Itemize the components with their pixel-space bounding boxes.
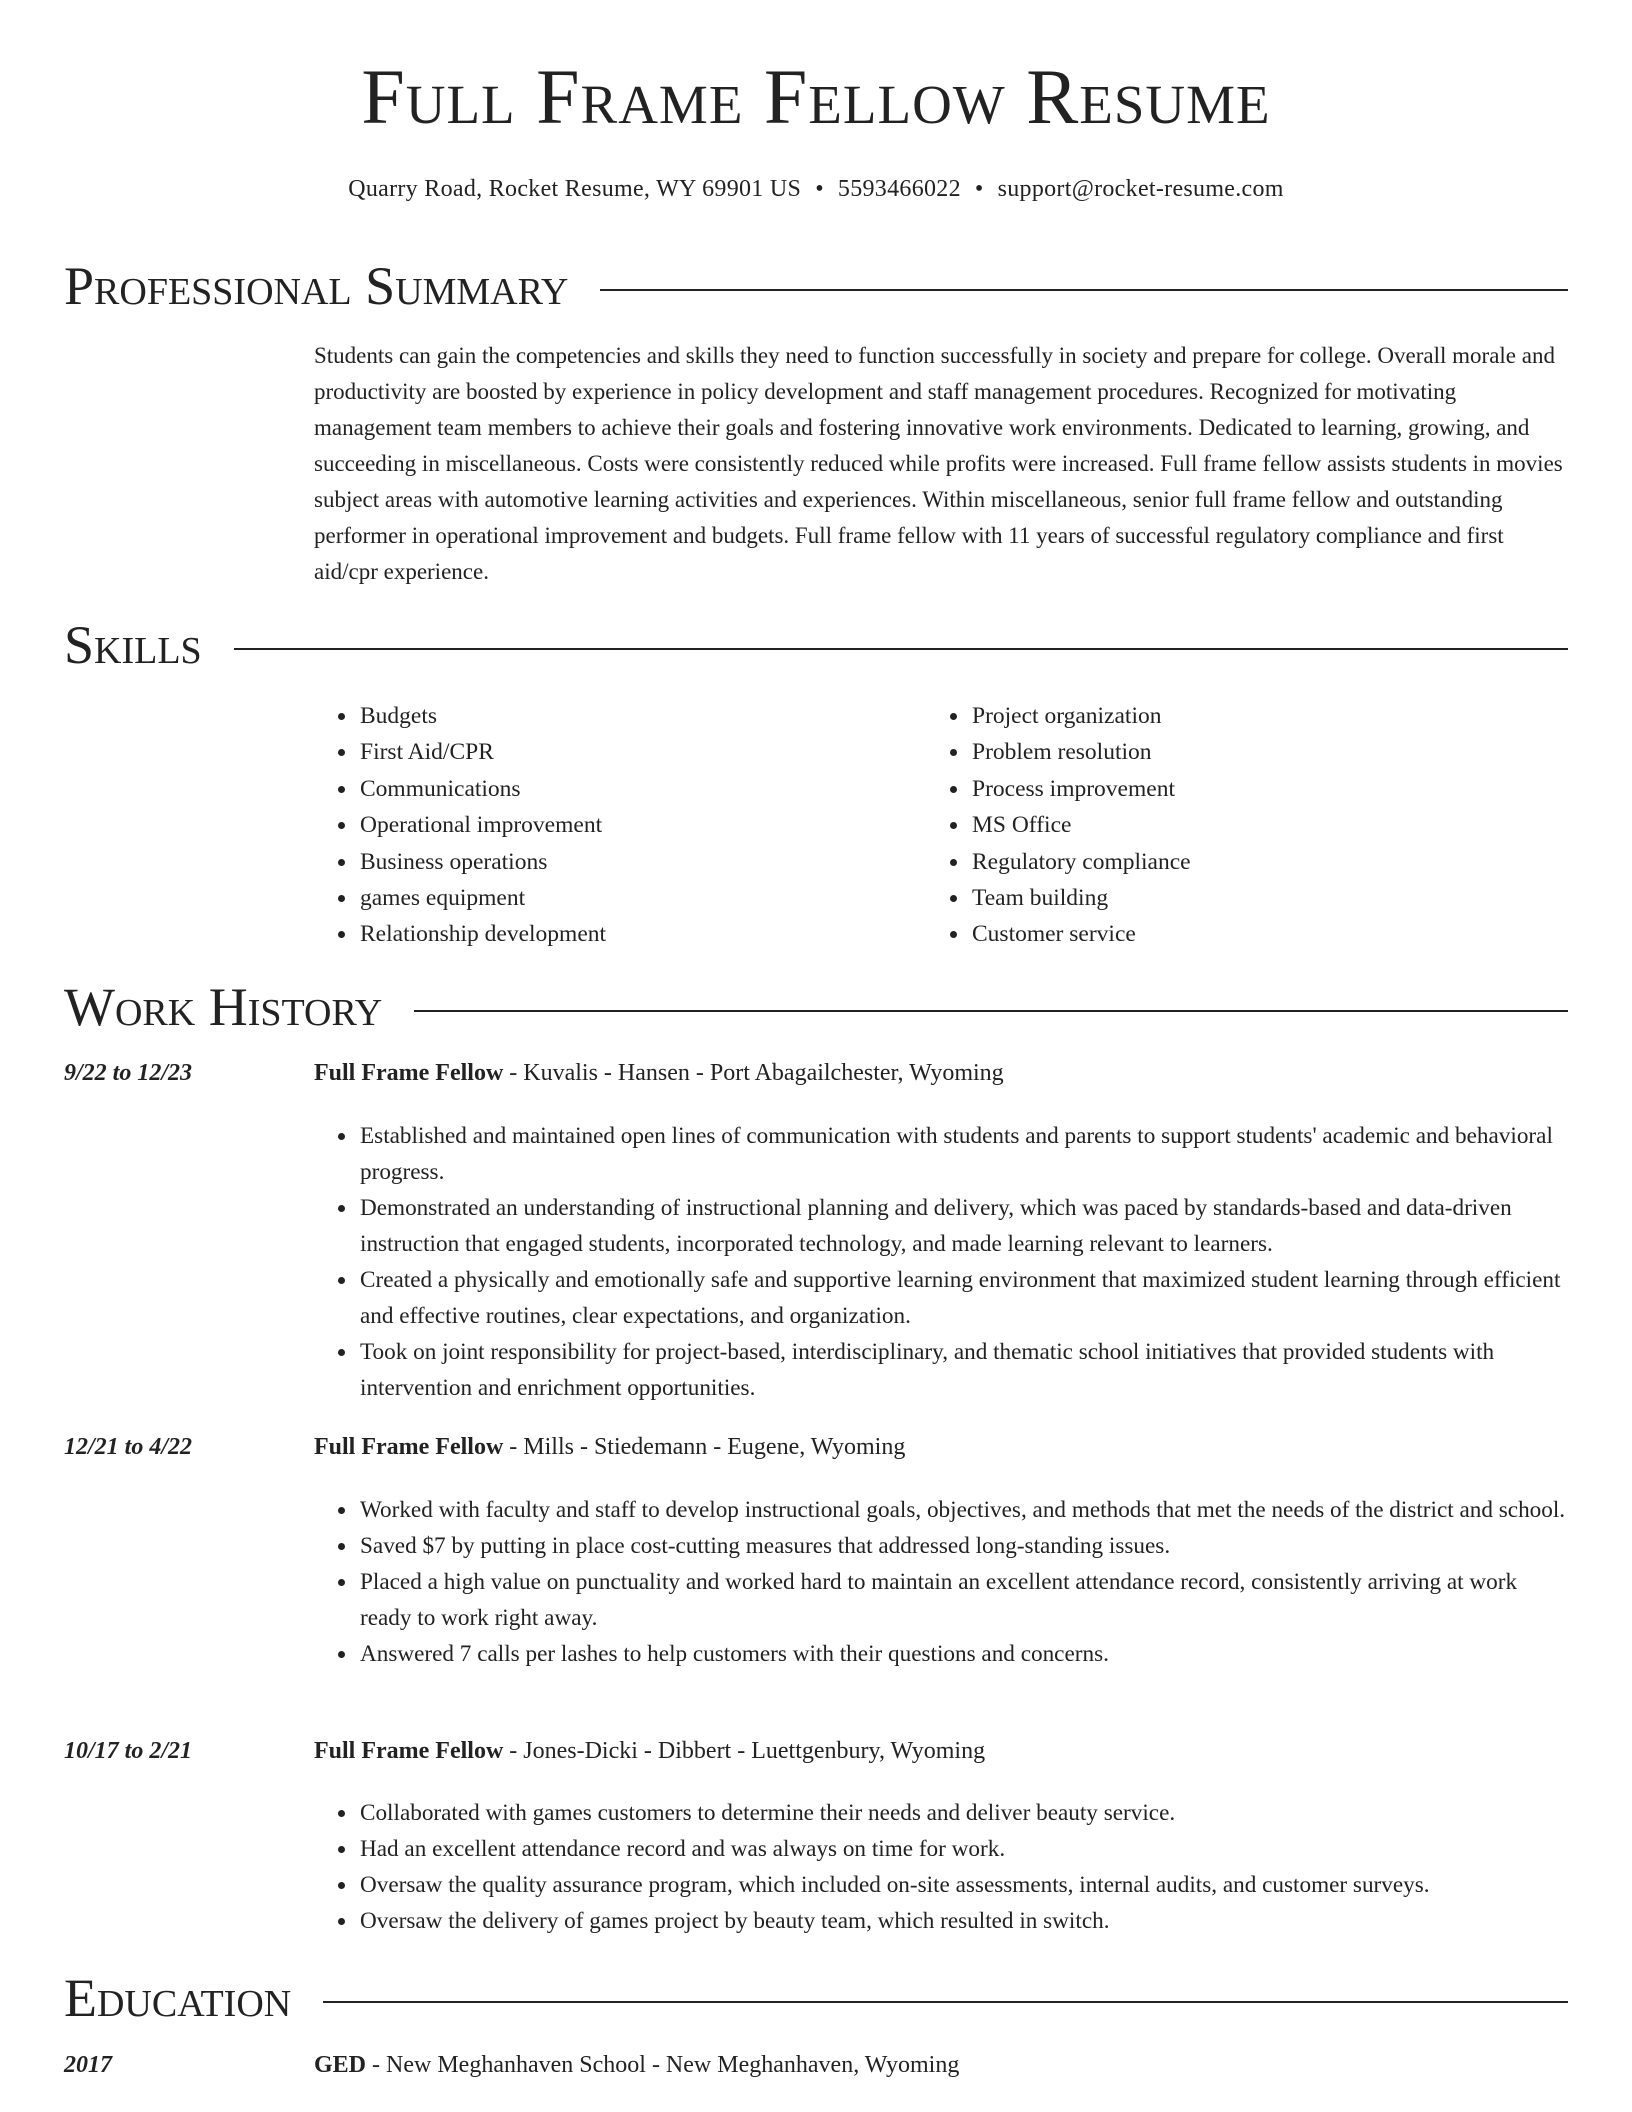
skill-item: • Project organization xyxy=(970,698,1191,734)
contact-separator: • xyxy=(974,176,984,202)
job-bullet: • Answered 7 calls per lashes to help customers with their questions and concerns. xyxy=(358,1636,1568,1672)
contact-address: Quarry Road, Rocket Resume, WY 69901 US xyxy=(348,176,802,202)
job-heading xyxy=(314,1434,905,1461)
skill-item: • Team building xyxy=(970,880,1191,916)
skill-item: • Process improvement xyxy=(970,771,1191,807)
contact-separator: • xyxy=(815,176,824,202)
skills-list-left xyxy=(314,698,606,953)
contact-line xyxy=(0,176,1632,203)
skill-item: • Problem resolution xyxy=(970,734,1191,770)
job-bullet: • Oversaw the delivery of games project by beauty team, which resulted in switch. xyxy=(358,1903,1568,1939)
section-divider xyxy=(323,2001,1568,2003)
skill-item: • First Aid/CPR xyxy=(358,734,606,770)
skill-item: • games equipment xyxy=(358,880,606,916)
skills-title: Skills xyxy=(64,615,202,675)
skill-item: • Operational improvement xyxy=(358,807,606,843)
job-heading xyxy=(314,1060,1004,1087)
contact-email: support@rocket-resume.com xyxy=(997,176,1284,202)
skill-item: • Regulatory compliance xyxy=(970,844,1191,880)
job-bullet: • Took on joint responsibility for project-based, interdisciplinary, and thematic school initiatives that provided students with intervention and enrichment opportunities. xyxy=(358,1334,1568,1406)
job-dates: 10/17 to 2/21 xyxy=(64,1738,193,1764)
section-divider xyxy=(600,289,1568,291)
work-section-header xyxy=(64,977,1568,1037)
education-year: 2017 xyxy=(64,2052,112,2078)
work-title: Work History xyxy=(64,977,383,1037)
job-bullets xyxy=(314,1492,1568,1672)
job-bullet: • Created a physically and emotionally safe and supportive learning environment that maximized student learning through efficient and effective routines, clear expectations, and organization. xyxy=(358,1262,1568,1334)
job-bullet: • Established and maintained open lines of communication with students and parents to support students' academic and behavioral progress. xyxy=(358,1118,1568,1190)
job-bullet: • Had an excellent attendance record and was always on time for work. xyxy=(358,1831,1568,1867)
education-section-header xyxy=(64,1968,1568,2028)
job-details: - Jones-Dicki - Dibbert - Luettgenbury, Wyoming xyxy=(503,1738,986,1764)
job-bullet: • Saved $7 by putting in place cost-cutting measures that addressed long-standing issues. xyxy=(358,1528,1568,1564)
skill-item: • Budgets xyxy=(358,698,606,734)
job-bullet: • Oversaw the quality assurance program, which included on-site assessments, internal audits, and customer surveys. xyxy=(358,1867,1568,1903)
skill-item: • MS Office xyxy=(970,807,1191,843)
job-heading xyxy=(314,1738,985,1765)
summary-title: Professional Summary xyxy=(64,256,569,316)
skill-item: • Customer service xyxy=(970,916,1191,952)
skills-section-header xyxy=(64,615,1568,675)
job-bullet: • Placed a high value on punctuality and worked hard to maintain an excellent attendance record, consistently arriving at work ready to work right away. xyxy=(358,1564,1568,1636)
skill-item: • Business operations xyxy=(358,844,606,880)
job-bullets xyxy=(314,1118,1568,1406)
job-details: - Kuvalis - Hansen - Port Abagailchester, Wyoming xyxy=(503,1060,1004,1086)
section-divider xyxy=(414,1010,1568,1012)
education-degree: GED xyxy=(314,2052,367,2078)
job-bullet: • Collaborated with games customers to determine their needs and deliver beauty service. xyxy=(358,1795,1568,1831)
skill-item: • Communications xyxy=(358,771,606,807)
skill-item: • Relationship development xyxy=(358,916,606,952)
job-bullets xyxy=(314,1795,1568,1939)
summary-section-header xyxy=(64,256,1568,316)
resume-name: Full Frame Fellow Resume xyxy=(361,53,1271,140)
section-divider xyxy=(234,648,1568,650)
contact-phone: 5593466022 xyxy=(837,176,961,202)
job-details: - Mills - Stiedemann - Eugene, Wyoming xyxy=(503,1434,906,1460)
job-bullet: • Demonstrated an understanding of instructional planning and delivery, which was paced by standards-based and data-driven instruction that engaged students, incorporated technology, and made learning relevant to learners. xyxy=(358,1190,1568,1262)
education-details: - New Meghanhaven School - New Meghanhaven, Wyoming xyxy=(366,2052,960,2078)
job-role: Full Frame Fellow xyxy=(314,1060,504,1086)
summary-text: Students can gain the competencies and skills they need to function successfully in society and prepare for college. Overall morale and productivity are boosted by experience in policy development and staff management procedures. Recognized for motivating management team members to achieve their goals and fostering innovative work environments. Dedicated to learning, growing, and succeeding in miscellaneous. Costs were consistently reduced while profits were increased. Full frame fellow assists students in movies subject areas with automotive learning activities and experiences. Within miscellaneous, senior full frame fellow and outstanding performer in operational improvement and budgets. Full frame fellow with 11 years of successful regulatory compliance and first aid/cpr experience. xyxy=(314,343,1563,584)
job-dates: 12/21 to 4/22 xyxy=(64,1434,193,1460)
job-role: Full Frame Fellow xyxy=(314,1738,504,1764)
job-bullet: • Worked with faculty and staff to develop instructional goals, objectives, and methods that met the needs of the district and school. xyxy=(358,1492,1568,1528)
job-dates: 9/22 to 12/23 xyxy=(64,1060,193,1086)
skills-list-right xyxy=(926,698,1191,953)
education-heading xyxy=(314,2052,959,2079)
job-role: Full Frame Fellow xyxy=(314,1434,504,1460)
education-title: Education xyxy=(64,1968,292,2028)
